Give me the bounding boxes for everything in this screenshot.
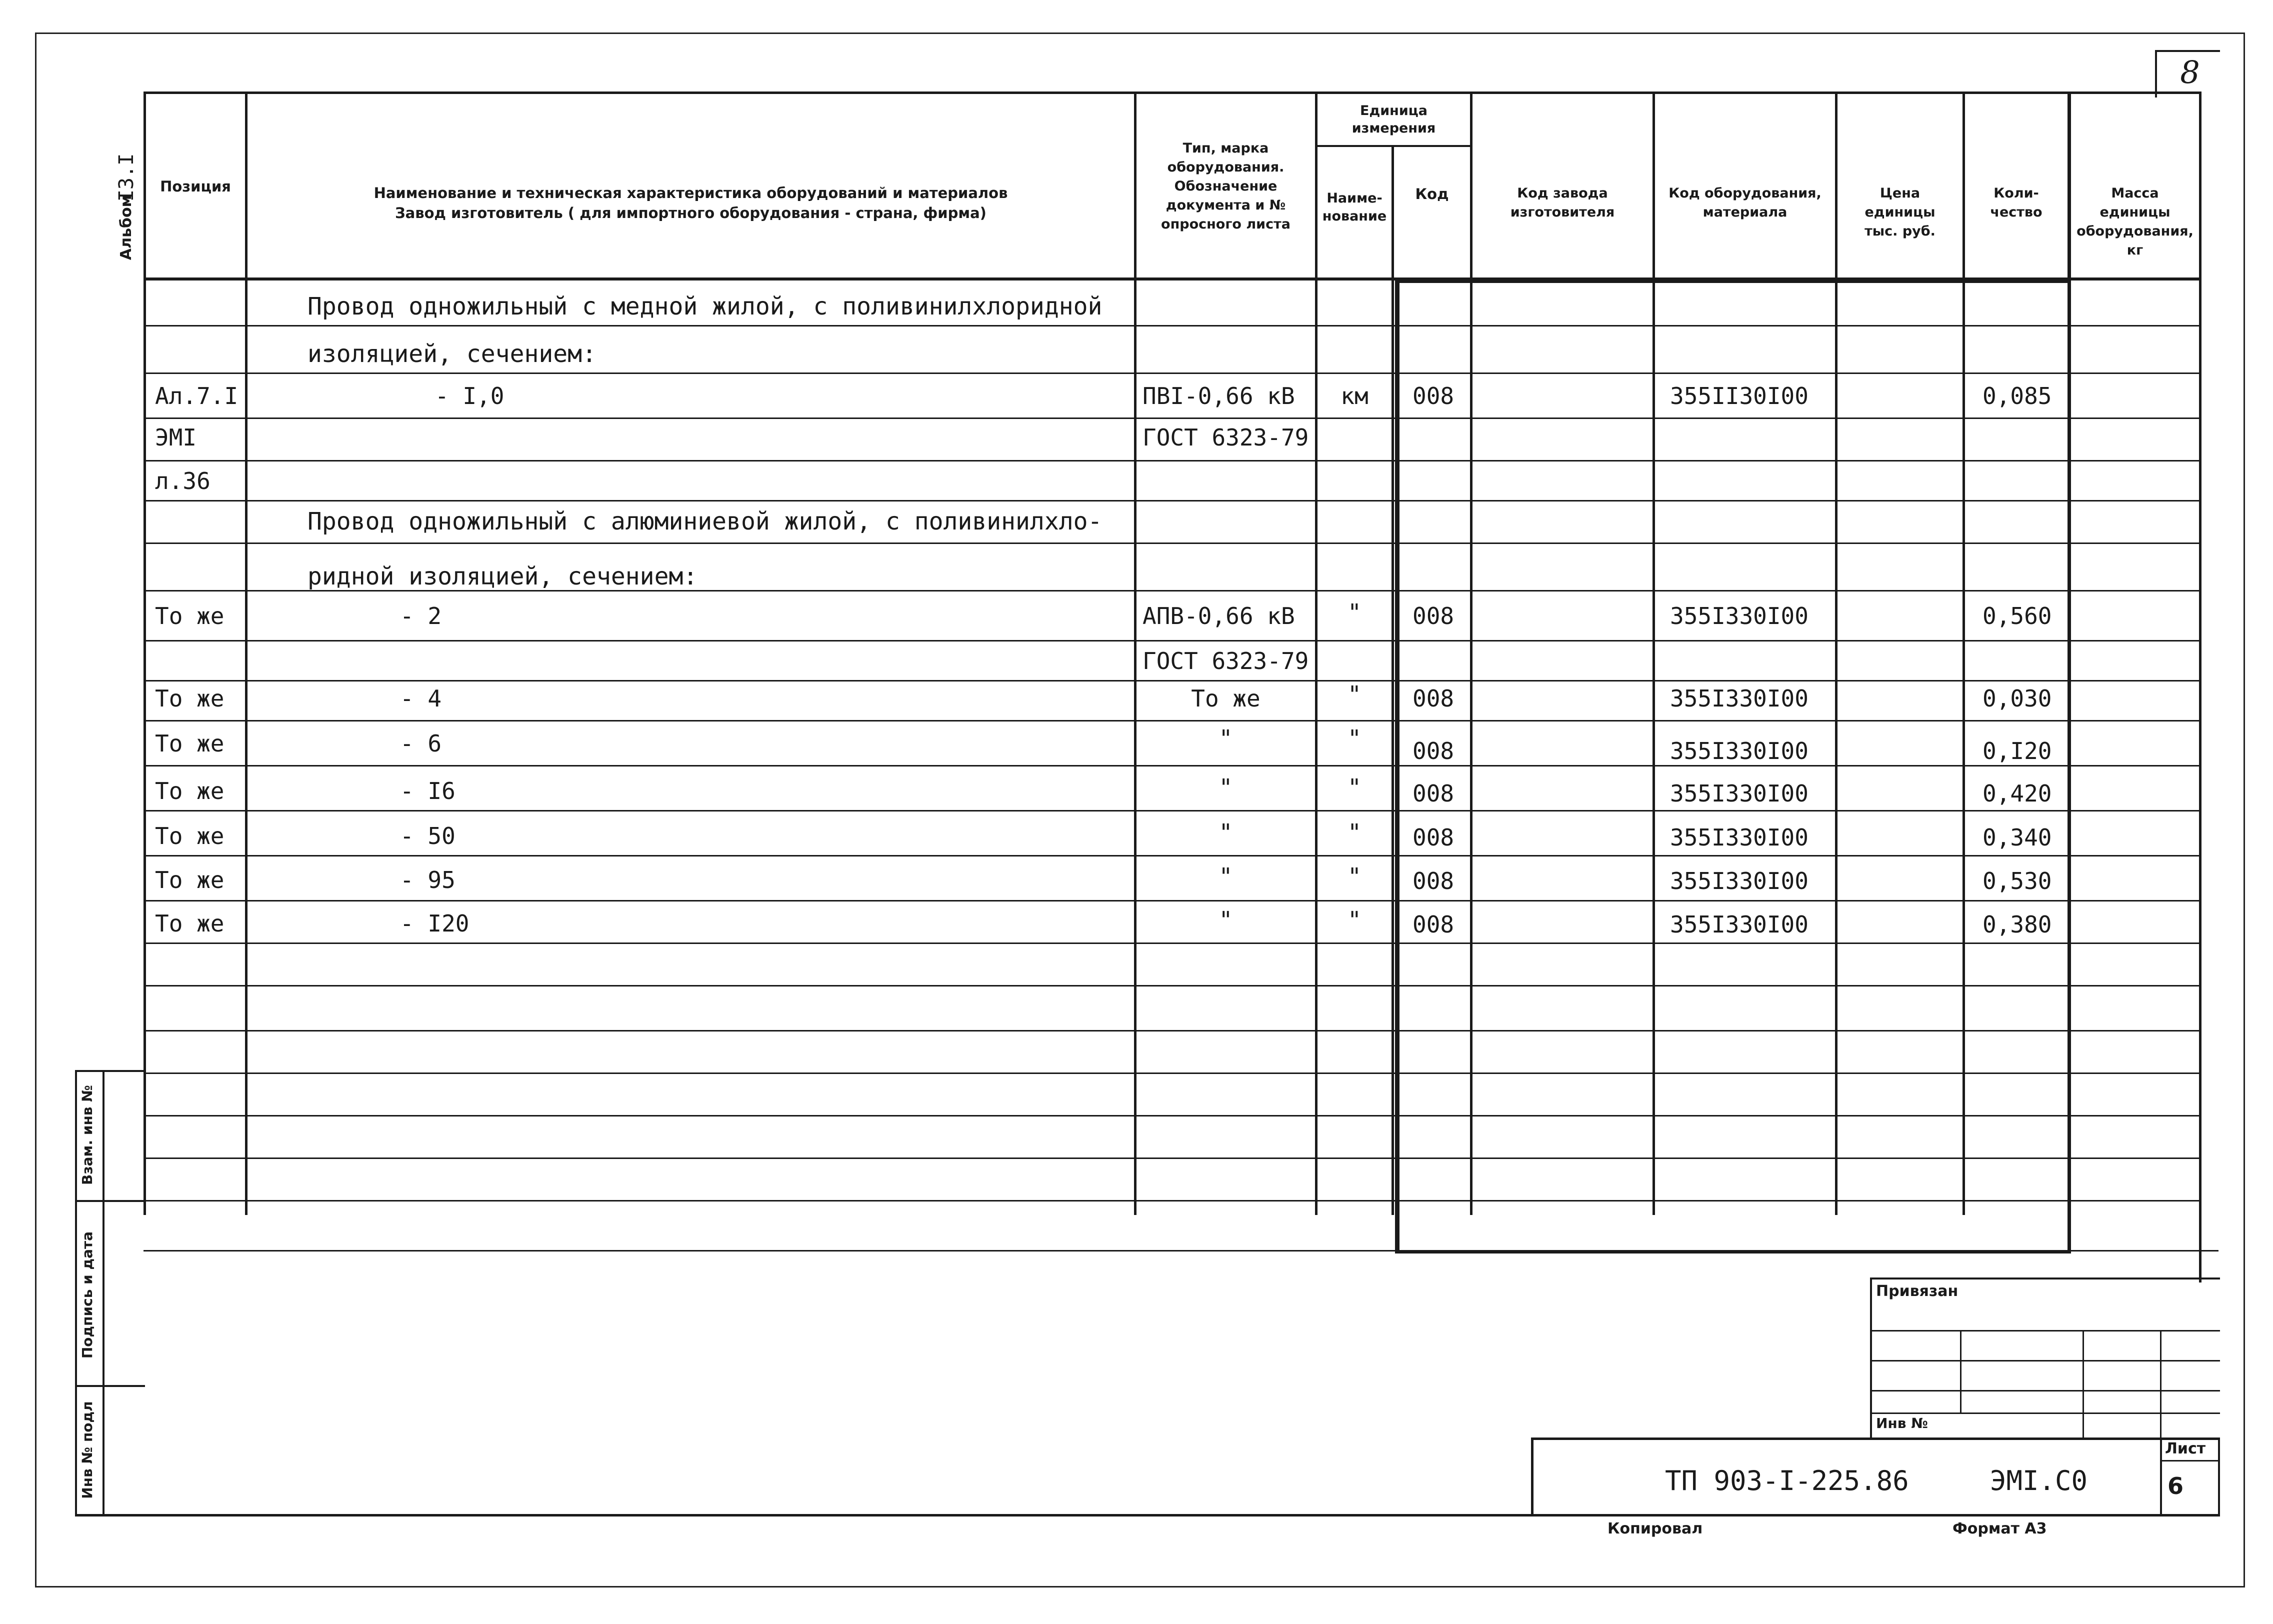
header-mass-line2: единицы — [2100, 204, 2170, 220]
row-unit-name: " — [1348, 906, 1362, 934]
row-type: " — [1218, 725, 1233, 752]
list-label: Лист — [2165, 1440, 2206, 1458]
title-block-list-sep — [2160, 1438, 2162, 1515]
table-bottom-line — [144, 1250, 2218, 1252]
row-text: ридной изоляцией, сечением: — [308, 562, 698, 590]
row-type: " — [1218, 906, 1233, 934]
row-unit-code: 008 — [1412, 780, 1454, 807]
row-line — [144, 372, 2202, 374]
title-block-right — [2218, 1438, 2220, 1515]
side-strip-mid — [102, 1070, 104, 1515]
row-text: изоляцией, сечением: — [308, 340, 596, 368]
privyazan-vline — [2082, 1330, 2084, 1438]
header-price-line1: Цена — [1880, 186, 1920, 201]
header-plant-code-line1: Код завода — [1517, 186, 1608, 201]
row-name: - I,0 — [435, 382, 504, 410]
row-equip-code: 355I330I00 — [1670, 685, 1808, 712]
side-inv-podl: Инв № подл — [79, 1401, 96, 1499]
header-type-line4: документа и № — [1166, 198, 1286, 213]
row-line — [144, 720, 2202, 722]
table-left-border — [144, 92, 146, 1215]
row-type: То же — [1191, 685, 1260, 712]
row-name: - 4 — [400, 685, 442, 712]
col-sep-qty — [2068, 92, 2071, 1252]
row-position: То же — [155, 778, 224, 804]
row-unit-name: " — [1348, 681, 1362, 708]
title-block-left — [1531, 1438, 1534, 1515]
row-unit-code: 008 — [1412, 911, 1454, 938]
row-position: То же — [155, 685, 224, 712]
format-label: Формат А3 — [1952, 1520, 2047, 1538]
row-equip-code: 355I330I00 — [1670, 911, 1808, 938]
row-qty: 0,560 — [1982, 602, 2052, 630]
col-sep-position — [245, 92, 248, 1215]
header-type-line3: Обозначение — [1174, 178, 1278, 194]
album-number: I3.I — [115, 153, 138, 202]
row-unit-code: 008 — [1412, 738, 1454, 764]
row-qty: 0,085 — [1982, 382, 2052, 410]
row-line — [144, 1072, 2202, 1074]
row-equip-code: 355I330I00 — [1670, 602, 1808, 630]
row-type: " — [1218, 863, 1233, 890]
row-type: ГОСТ 6323-79 — [1142, 424, 1309, 451]
header-price-line3: тыс. руб. — [1864, 224, 1936, 239]
bold-frame-top — [1395, 280, 2071, 283]
row-line — [144, 985, 2202, 986]
title-block-top — [1531, 1438, 2220, 1440]
header-name-line2: Завод изготовитель ( для импортного оборудования - страна, фирма) — [395, 204, 986, 222]
top-page-number: 8 — [2180, 54, 2200, 90]
header-mass-line4: кг — [2126, 242, 2144, 258]
header-mass-line3: оборудования, — [2076, 224, 2194, 239]
side-vzam-inv: Взам. инв № — [79, 1085, 96, 1185]
row-type: " — [1218, 819, 1233, 846]
row-line — [144, 810, 2202, 812]
header-plant-code-line2: изготовителя — [1510, 204, 1615, 220]
row-position: Ал.7.I — [155, 382, 238, 410]
header-qty-line2: чество — [1990, 204, 2042, 220]
header-type-line1: Тип, марка — [1182, 140, 1269, 156]
privyazan-line — [1870, 1390, 2220, 1392]
row-line — [144, 460, 2202, 462]
row-line — [144, 542, 2202, 544]
title-block-list-line — [2160, 1460, 2220, 1462]
row-qty: 0,420 — [1982, 780, 2052, 807]
header-price-line2: единицы — [1864, 204, 1936, 220]
row-unit-name: " — [1348, 774, 1362, 801]
doc-code: ТП 903-I-225.86 — [1665, 1465, 1909, 1496]
privyazan-label: Привязан — [1876, 1282, 1958, 1300]
privyazan-line — [1870, 1412, 2220, 1414]
unit-subheader-line — [1315, 145, 1472, 147]
row-equip-code: 355I330I00 — [1670, 738, 1808, 764]
header-unit-name-line2: нование — [1322, 208, 1387, 224]
list-number: 6 — [2168, 1472, 2184, 1500]
row-position: ЭМI — [155, 424, 197, 451]
row-line — [144, 1030, 2202, 1032]
bottom-border-line — [75, 1514, 2220, 1516]
privyazan-vline — [1960, 1330, 1962, 1412]
row-equip-code: 355I330I00 — [1670, 868, 1808, 894]
header-mass-line1: Масса — [2111, 186, 2159, 201]
row-unit-name: " — [1348, 725, 1362, 752]
row-line — [144, 942, 2202, 944]
row-type: " — [1218, 774, 1233, 801]
privyazan-line — [1870, 1360, 2220, 1362]
row-equip-code: 355I330I00 — [1670, 824, 1808, 851]
row-line — [144, 765, 2202, 766]
row-line — [144, 1200, 2202, 1202]
row-unit-name: км — [1340, 382, 1368, 410]
header-type-line2: оборудования. — [1167, 160, 1284, 175]
row-qty: 0,380 — [1982, 911, 2052, 938]
row-position: То же — [155, 910, 224, 937]
kopiroval-label: Копировал — [1608, 1520, 1703, 1538]
row-line — [144, 325, 2202, 326]
row-line — [144, 900, 2202, 902]
header-qty-line1: Коли- — [1994, 186, 2039, 201]
row-type: АПВ-0,66 кВ — [1142, 602, 1295, 630]
header-equip-code-line1: Код оборудования, — [1668, 186, 1822, 201]
row-line — [144, 855, 2202, 856]
row-line — [144, 500, 2202, 502]
row-qty: 0,530 — [1982, 868, 2052, 894]
col-sep-price — [1962, 92, 1965, 1215]
row-qty: 0,030 — [1982, 685, 2052, 712]
side-strip-left — [75, 1070, 77, 1515]
header-equip-code-line2: материала — [1702, 204, 1788, 220]
row-unit-code: 008 — [1412, 868, 1454, 894]
row-name: - 6 — [400, 730, 442, 757]
row-qty: 0,I20 — [1982, 738, 2052, 764]
header-position: Позиция — [160, 178, 231, 195]
row-name: - 95 — [400, 866, 456, 894]
row-name: - 2 — [400, 602, 442, 630]
row-unit-code: 008 — [1412, 685, 1454, 712]
table-right-border — [2199, 92, 2202, 1282]
row-name: - I20 — [400, 910, 470, 937]
row-line — [144, 1158, 2202, 1159]
header-unit-line2: измерения — [1352, 120, 1436, 136]
row-line — [144, 640, 2202, 642]
row-text: Провод одножильный с медной жилой, с поливинилхлоридной — [308, 292, 1102, 320]
side-podpis-data: Подпись и дата — [79, 1231, 96, 1359]
row-unit-name: " — [1348, 599, 1362, 626]
row-type: ГОСТ 6323-79 — [1142, 648, 1309, 674]
doc-mark: ЭМI.С0 — [1990, 1465, 2088, 1496]
row-position: л.36 — [155, 468, 210, 494]
row-unit-name: " — [1348, 863, 1362, 890]
row-equip-code: 355II30I00 — [1670, 382, 1808, 410]
col-sep-name — [1134, 92, 1136, 1215]
row-line — [144, 418, 2202, 419]
row-text: Провод одножильный с алюминиевой жилой, с поливинилхло- — [308, 508, 1102, 536]
privyazan-top — [1870, 1278, 2220, 1280]
col-sep-type — [1315, 92, 1318, 1215]
header-unit-line1: Единица — [1360, 103, 1428, 118]
row-position: То же — [155, 866, 224, 894]
row-position: То же — [155, 602, 224, 630]
col-sep-unit-code — [1470, 92, 1472, 1215]
row-line — [144, 1115, 2202, 1116]
album-label: Альбом — [118, 194, 135, 260]
row-equip-code: 355I330I00 — [1670, 780, 1808, 807]
page-number-box-left — [2155, 50, 2157, 98]
row-position: То же — [155, 822, 224, 850]
col-sep-equip-code — [1835, 92, 1838, 1215]
privyazan-line — [1870, 1330, 2220, 1332]
inv-no-label: Инв № — [1876, 1415, 1928, 1432]
row-position: То же — [155, 730, 224, 757]
header-top-line — [144, 92, 2202, 94]
row-name: - I6 — [400, 778, 456, 804]
row-unit-code: 008 — [1412, 824, 1454, 851]
col-sep-plant-code — [1652, 92, 1655, 1215]
row-qty: 0,340 — [1982, 824, 2052, 851]
row-name: - 50 — [400, 822, 456, 850]
row-line — [144, 680, 2202, 682]
header-unit-code: Код — [1415, 186, 1449, 202]
row-unit-name: " — [1348, 819, 1362, 846]
row-type: ПВI-0,66 кВ — [1142, 382, 1295, 410]
header-name-line1: Наименование и техническая характеристика оборудований и материалов — [374, 184, 1008, 202]
row-unit-code: 008 — [1412, 602, 1454, 630]
header-unit-name-line1: Наиме- — [1326, 190, 1382, 206]
row-unit-code: 008 — [1412, 382, 1454, 410]
header-type-line5: опросного листа — [1161, 216, 1290, 232]
privyazan-vline — [2160, 1330, 2162, 1438]
